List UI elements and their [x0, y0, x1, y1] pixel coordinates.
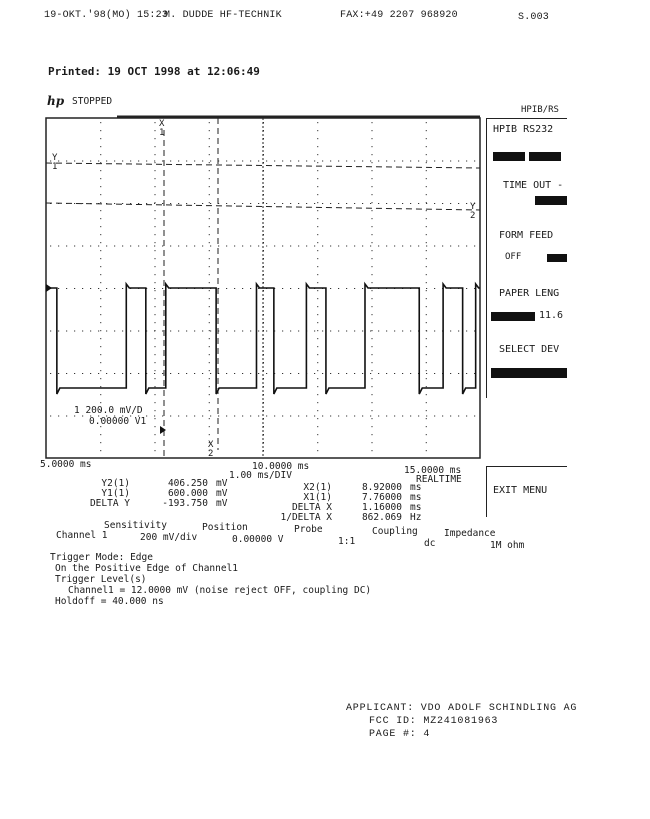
softkey-label: SELECT DEV: [499, 344, 560, 355]
fax-sender: M. DUDDE HF-TECHNIK: [164, 10, 282, 21]
header-impedance: Impedance: [444, 528, 496, 539]
measure-unit: mV: [216, 488, 228, 499]
softkey-label: HPIB RS232: [493, 124, 554, 135]
paper-length-units: [491, 312, 535, 321]
form-feed-value: OFF: [505, 252, 522, 262]
x1-marker-label: X 1: [159, 119, 165, 138]
trigger-holdoff: Holdoff = 40.000 ns: [55, 596, 164, 607]
fcc-id: FCC ID: MZ241081963: [369, 716, 499, 727]
measure-unit: ms: [410, 482, 422, 493]
softkey-time-out[interactable]: [486, 180, 567, 224]
talk-option-1[interactable]: [493, 152, 525, 161]
measure-value: 1.16000: [361, 502, 402, 513]
channel-probe: 1:1: [338, 536, 356, 547]
header-sensitivity: Sensitivity: [104, 520, 167, 531]
softkey-exit-menu[interactable]: [486, 466, 567, 517]
trigger-edge: On the Positive Edge of Channel1: [55, 563, 239, 574]
measure-value: -193.750: [162, 498, 208, 509]
measure-label: Y2(1): [101, 478, 130, 489]
select-device-value: [491, 368, 567, 378]
softkey-paper-length[interactable]: [486, 282, 567, 336]
measure-label: X1(1): [303, 492, 332, 503]
printed-timestamp: Printed: 19 OCT 1998 at 12:06:49: [48, 65, 260, 78]
softkey-label: PAPER LENG: [499, 288, 560, 299]
trigger-marker: [160, 426, 166, 434]
softkey-label: EXIT MENU: [493, 485, 548, 496]
trigger-level: Channel1 = 12.0000 mV (noise reject OFF, coupling DC): [68, 585, 372, 596]
measure-unit: mV: [216, 498, 228, 509]
timebase-left: 5.0000 ms: [40, 459, 92, 470]
trigger-level-title: Trigger Level(s): [55, 574, 147, 585]
measure-label: DELTA Y: [89, 498, 130, 509]
form-feed-on-option[interactable]: [547, 254, 567, 262]
timebase-per-div: 1.00 ms/DIV: [229, 470, 292, 481]
softkey-select-device[interactable]: [486, 336, 567, 398]
measure-value: 7.76000: [361, 492, 402, 503]
channel-scale-label: 1 200.0 mV/D: [74, 405, 143, 416]
measure-label: Y1(1): [101, 488, 130, 499]
softkey-label: FORM FEED: [499, 230, 554, 241]
status-text: STOPPED: [72, 96, 113, 107]
acquisition-mode: REALTIME: [416, 474, 462, 485]
header-probe: Probe: [294, 524, 323, 535]
timebase-center: 10.0000 ms: [252, 461, 310, 472]
x2-marker-label: X 2: [208, 440, 214, 459]
channel-impedance: 1M ohm: [490, 540, 525, 551]
paper-length-value: 11.6: [539, 310, 564, 321]
channel-sensitivity: 200 mV/div: [140, 532, 198, 543]
header-position: Position: [202, 522, 248, 533]
measure-value: 8.92000: [361, 482, 402, 493]
measure-value: 406.250: [167, 478, 208, 489]
ground-marker: [46, 284, 52, 292]
measure-label: X2(1): [303, 482, 332, 493]
measure-value: 862.069: [361, 512, 402, 523]
softkey-form-feed[interactable]: [486, 224, 567, 282]
measure-label: 1/DELTA X: [280, 512, 332, 523]
timebase-right: 15.0000 ms: [404, 465, 462, 476]
measure-label: DELTA X: [291, 502, 332, 513]
time-out-value: [535, 196, 567, 205]
y1-marker-label: Y 1: [52, 153, 58, 172]
fax-page: S.003: [518, 12, 550, 23]
measure-unit: ms: [410, 502, 422, 513]
softkey-hpib-rs232[interactable]: [486, 118, 567, 181]
y2-marker-label: Y 2: [470, 202, 476, 221]
trigger-mode: Trigger Mode: Edge: [50, 552, 153, 563]
page-number: PAGE #: 4: [369, 729, 431, 740]
measure-unit: Hz: [410, 512, 422, 523]
channel-position: 0.00000 V: [232, 534, 284, 545]
applicant-name: APPLICANT: VDO ADOLF SCHINDLING AG: [346, 703, 578, 714]
channel-row-label: Channel 1: [56, 530, 108, 541]
header-coupling: Coupling: [372, 526, 418, 537]
measure-unit: mV: [216, 478, 228, 489]
softkey-label: TIME OUT -: [503, 180, 564, 191]
talk-option-2[interactable]: [529, 152, 561, 161]
channel-offset-label: 0.00000 V1: [89, 416, 147, 427]
measure-value: 600.000: [167, 488, 208, 499]
measure-unit: ms: [410, 492, 422, 503]
fax-number: FAX:+49 2207 968920: [340, 10, 458, 21]
menu-title: HPIB/RS: [521, 105, 559, 115]
channel-coupling: dc: [424, 538, 436, 549]
hp-logo: hp: [47, 94, 65, 108]
fax-datetime: 19-OKT.'98(MO) 15:23: [44, 10, 169, 21]
